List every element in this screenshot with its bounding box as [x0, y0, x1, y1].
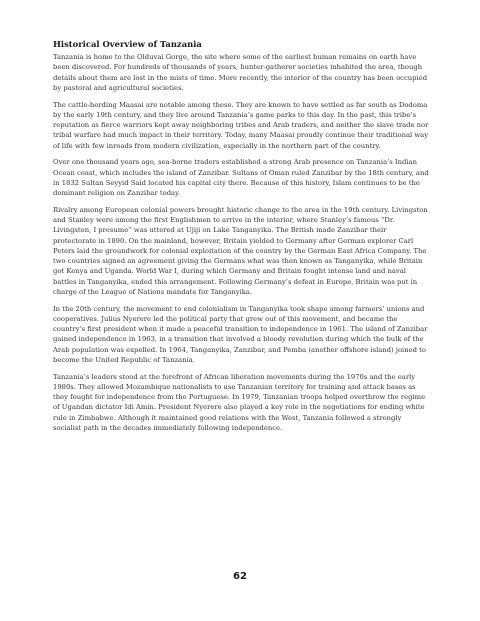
paragraph-colonial-rivalry: Rivalry among European colonial powers brought historic change to the area in the 19th century. Livingston and Stanley were among the first Englishmen to arrive in the interior, where Stanley’s famous “Dr. Livingston, I presume” was uttered at Ujiji on Lake Tanganyika. The British made Zanzibar their protectorate in 1890. On the mainland, however, Britain yielded to Germany after German explorer Carl Peters laid the groundwork for colonial exploitation of the country by the German East Africa Company. The two countries signed an agreement giving the Germans what was then known as Tanganyika, while Britain got Kenya and Uganda. World War I, during which Germany and Britain fought intense land and naval battles in Tanganyika, ended this arrangement. Following Germany’s defeat in Europe, Britain was put in charge of the League of Nations mandate for Tanganyika. — [53, 205, 428, 296]
section-title: Historical Overview of Tanzania — [53, 39, 202, 49]
paragraph-liberation-movements: Tanzania’s leaders stood at the forefront of African liberation movements during the 1970s and the early 1980s. They allowed Mozambique nationalists to use Tanzanian territory for training and attack bases as they fought for independence from the Portuguese. In 1979, Tanzanian troops helped overthrow the regime of Ugandan dictator Idi Amin. President Nyerere also played a key role in the negotiations for ending white rule in Zimbabwe. Although it maintained good relations with the West, Tanzania followed a strongly socialist path in the decades immediately following independence. — [53, 372, 426, 432]
paragraph-independence: In the 20th century, the movement to end colonialism in Tanganyika took shape among farmers’ unions and cooperatives. Julius Nyerere led the political party that grew out of this movement, and became the country’s first president when it made a peaceful transition to independence in 1961. The island of Zanzibar gained independence in 1963, in a transition that involved a bloody revolution during which the bulk of the Arab population was expelled. In 1964, Tanganyika, Zanzibar, and Pemba (another offshore island) joined to become the United Republic of Tanzania. — [53, 304, 428, 364]
page-number: 62 — [233, 571, 247, 582]
paragraph-olduvai: Tanzania is home to the Olduvai Gorge, the site where some of the earliest human remains on earth have been discovered. For hundreds of thousands of years, hunter-gatherer societies inhabited the area, though details about them are lost in the mists of time. More recently, the interior of the country has been occupied by pastoral and agricultural societies. — [53, 53, 428, 92]
paragraph-arab-traders: Over one thousand years ago, sea-borne traders established a strong Arab presence on Tanzania’s Indian Ocean coast, which includes the island of Zanzibar. Sultans of Oman ruled Zanzibar by the 18th century, and in 1832 Sultan Seyyid Said located his capital city there. Because of this history, Islam continues to be the dominant religion on Zanzibar today. — [53, 158, 429, 197]
paragraph-maasai: The cattle-herding Maasai are notable among these. They are known to have settled as far south as Dodoma by the early 19th century, and they live around Tanzania’s game parks to this day. In the past, this tribe’s reputation as fierce warriors kept away neighboring tribes and Arab traders, and neither the slave trade nor tribal warfare had much impact in their territory. Today, many Maasai proudly continue their traditional way of life with few inroads from modern civilization, especially in the northern part of the country. — [53, 100, 429, 150]
document-page — [53, 38, 431, 440]
